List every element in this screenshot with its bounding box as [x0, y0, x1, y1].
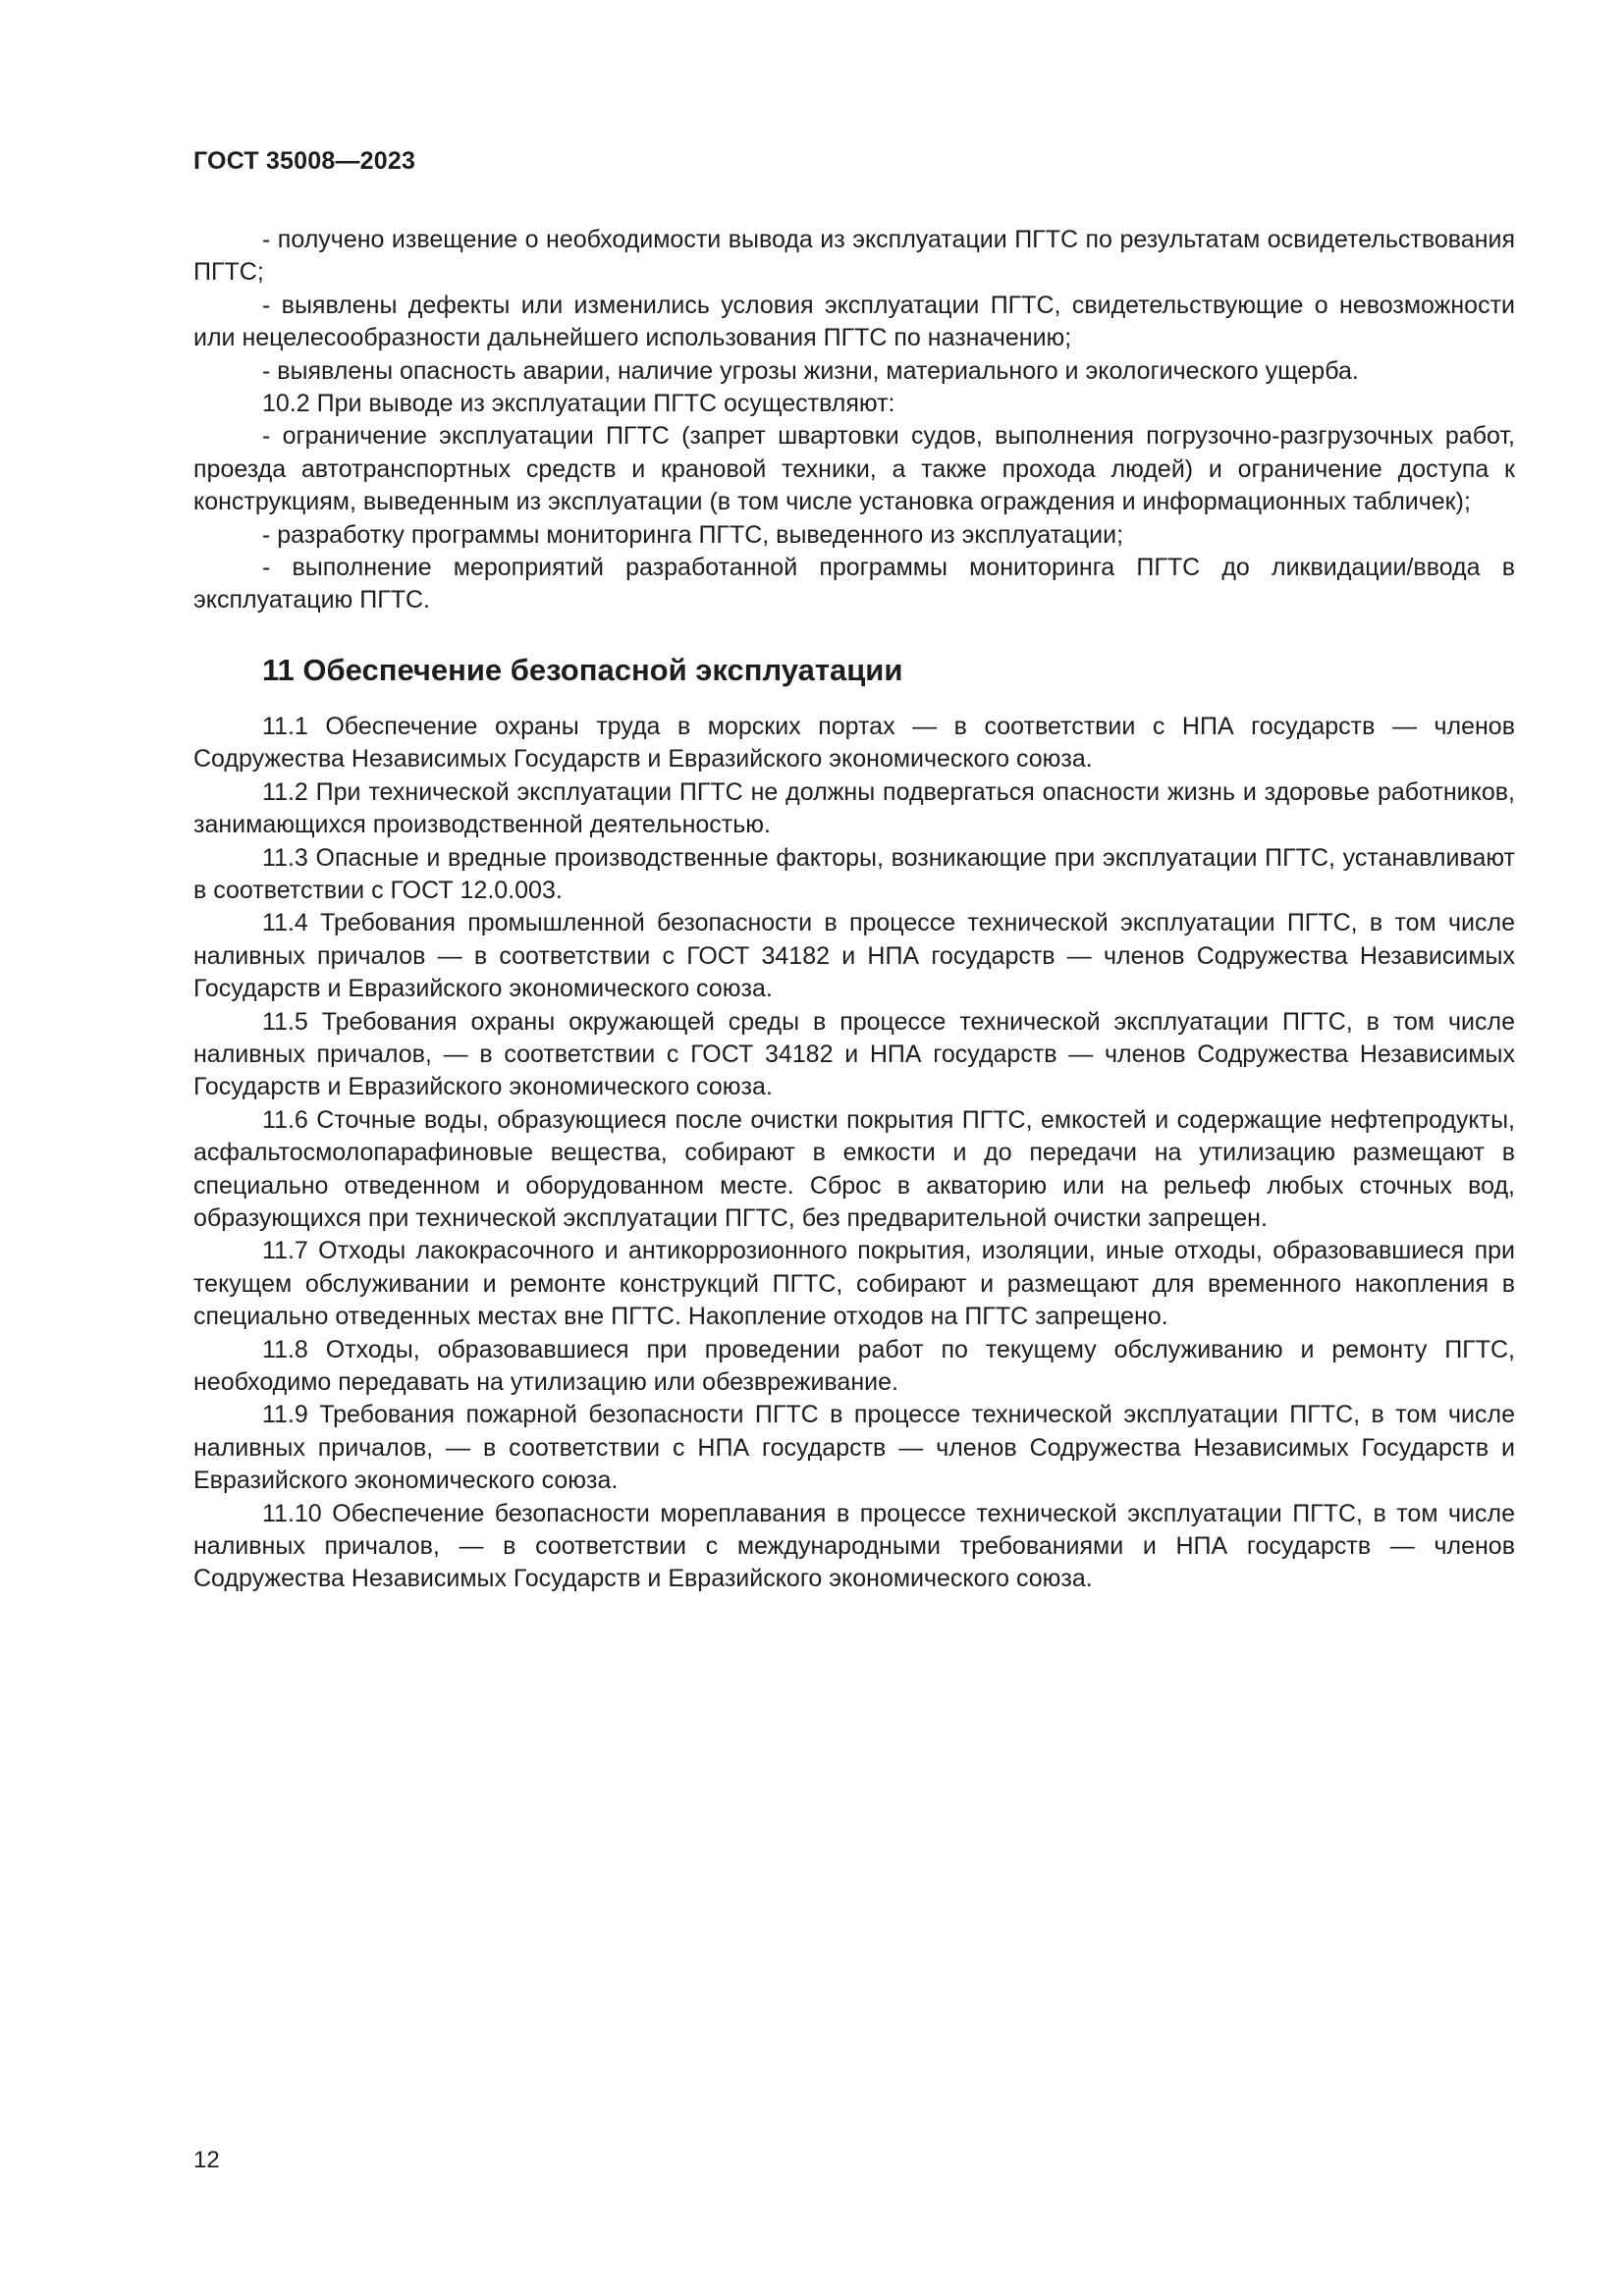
document-body — [193, 224, 1515, 1596]
clause-11-8: 11.8 Отходы, образовавшиеся при проведении работ по текущему обслуживанию и ремонту ПГТС, необходимо передавать на утилизацию или обезвреживание. — [193, 1335, 1515, 1396]
list-item-defects: - выявлены дефекты или изменились условия эксплуатации ПГТС, свидетельствующие о невозможности или нецелесообразности дальнейшего использования ПГТС по назначению; — [193, 291, 1515, 352]
list-item-monitoring-program: - разработку программы мониторинга ПГТС, выведенного из эксплуатации; — [262, 520, 1124, 549]
clause-11-7: 11.7 Отходы лакокрасочного и антикоррозионного покрытия, изоляции, иные отходы, образовавшиеся при текущем обслуживании и ремонте конструкций ПГТС, собирают и размещают для временного накопления в специально отведенных местах вне ПГТС. Накопление отходов на ПГТС запрещено. — [193, 1237, 1515, 1331]
section-title-11: 11 Обеспечение безопасной эксплуатации — [262, 652, 903, 687]
document-code-header: ГОСТ 35008—2023 — [193, 147, 416, 175]
clause-11-6: 11.6 Сточные воды, образующиеся после очистки покрытия ПГТС, емкостей и содержащие нефтепродукты, асфальтосмолопарафиновые вещества, собирают в емкости и до передачи на утилизацию размещают в специально отведенном и оборудованном месте. Сброс в акваторию или на рельеф любых сточных вод, образующихся при технической эксплуатации ПГТС, без предварительной очистки запрещен. — [193, 1105, 1515, 1232]
list-item-notice: - получено извещение о необходимости вывода из эксплуатации ПГТС по результатам освидетельствования ПГТС; — [193, 226, 1515, 287]
list-item-danger: - выявлены опасность аварии, наличие угрозы жизни, материального и экологического ущерба. — [262, 356, 1359, 385]
page-number: 12 — [193, 2147, 220, 2173]
clause-11-4: 11.4 Требования промышленной безопасности в процессе технической эксплуатации ПГТС, в том числе наливных причалов — в соответствии с ГОСТ 34182 и НПА государств — членов Содружества Независимых Государств и Евразийского экономического союза. — [193, 909, 1515, 1003]
list-item-restriction: - ограничение эксплуатации ПГТС (запрет швартовки судов, выполнения погрузочно-разгрузочных работ, проезда автотранспортных средств и крановой техники, а также прохода людей) и ограничение доступа к конструкциям, выведенным из эксплуатации (в том числе установка ограждения и информационных табличек); — [193, 422, 1515, 516]
clause-11-2: 11.2 При технической эксплуатации ПГТС не должны подвергаться опасности жизнь и здоровье работников, занимающихся производственной деятельностью. — [193, 777, 1515, 839]
clause-11-3: 11.3 Опасные и вредные производственные факторы, возникающие при эксплуатации ПГТС, устанавливают в соответствии с ГОСТ 12.0.003. — [193, 843, 1515, 904]
list-item-program-measures: - выполнение мероприятий разработанной программы мониторинга ПГТС до ликвидации/ввода в эксплуатацию ПГТС. — [193, 554, 1515, 614]
clause-11-9: 11.9 Требования пожарной безопасности ПГТС в процессе технической эксплуатации ПГТС, в том числе наливных причалов, — в соответствии с НПА государств — членов Содружества Независимых Государств и Евразийского экономического союза. — [193, 1401, 1515, 1495]
clause-11-5: 11.5 Требования охраны окружающей среды в процессе технической эксплуатации ПГТС, в том числе наливных причалов, — в соответствии с ГОСТ 34182 и НПА государств — членов Содружества Независимых Государств и Евразийского экономического союза. — [193, 1007, 1515, 1101]
clause-10-2: 10.2 При выводе из эксплуатации ПГТС осуществляют: — [262, 390, 895, 418]
clause-11-10: 11.10 Обеспечение безопасности мореплавания в процессе технической эксплуатации ПГТС, в том числе наливных причалов, — в соответствии с международными требованиями и НПА государств — членов Содружества Независимых Государств и Евразийского экономического союза. — [193, 1499, 1515, 1593]
clause-11-1: 11.1 Обеспечение охраны труда в морских портах — в соответствии с НПА государств — членов Содружества Независимых Государств и Евразийского экономического союза. — [193, 712, 1515, 774]
